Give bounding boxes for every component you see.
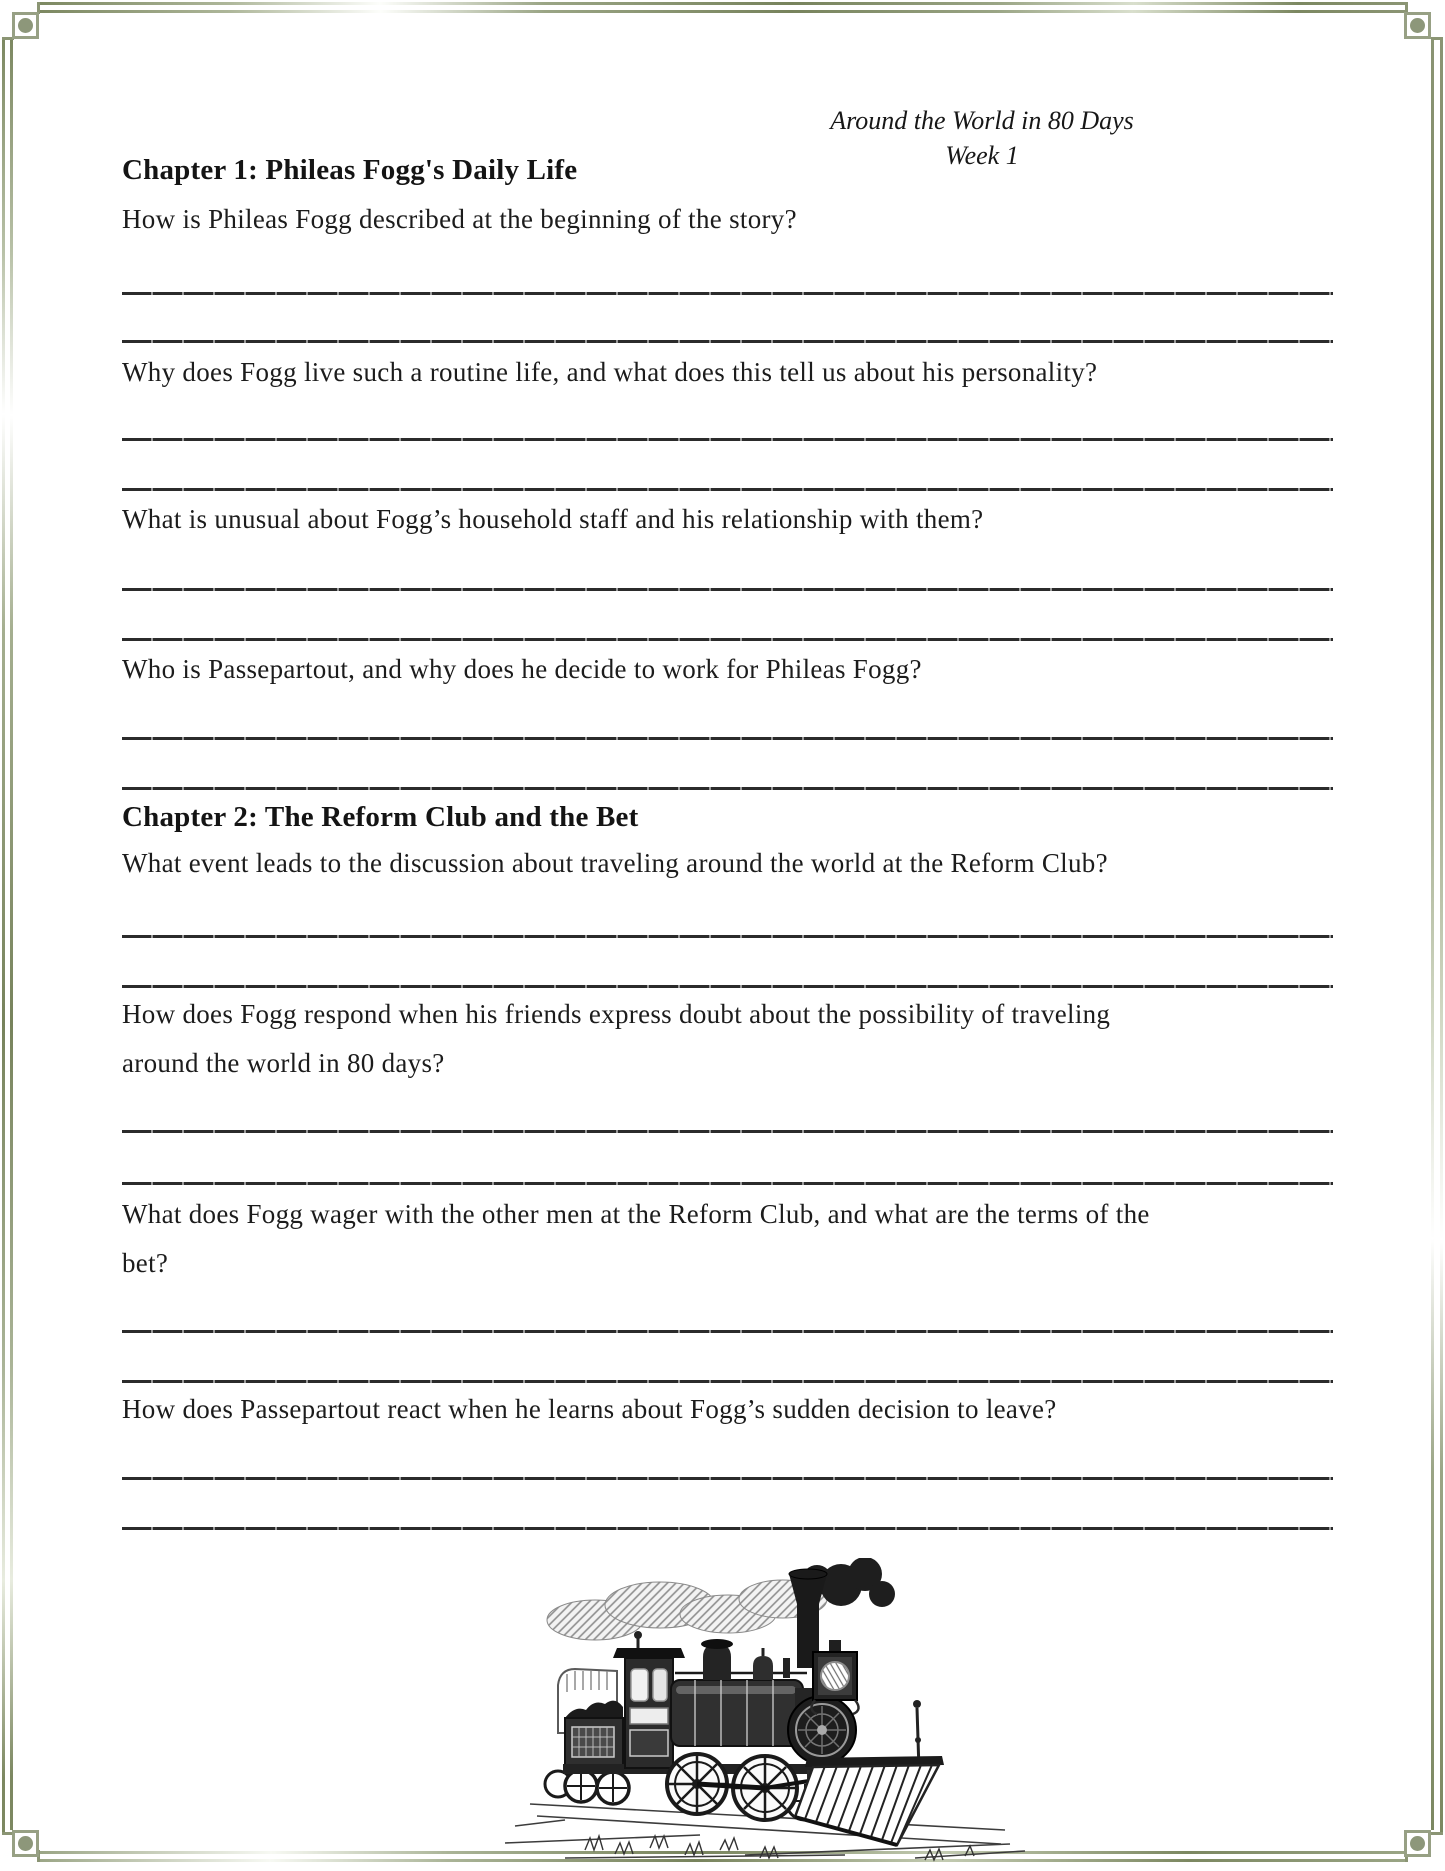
answer-line: [122, 787, 1333, 790]
answer-line: [122, 1380, 1333, 1383]
frame-top-outer-line: [37, 2, 1408, 5]
worksheet-title: Around the World in 80 Days: [830, 106, 1134, 135]
answer-line: [122, 985, 1333, 988]
frame-left-inner-line: [10, 39, 13, 1830]
answer-line: [122, 1527, 1333, 1530]
corner-dot-icon: [1410, 1836, 1425, 1851]
bell: [753, 1656, 773, 1680]
answer-line: [122, 1130, 1333, 1133]
chapter-2-heading: Chapter 2: The Reform Club and the Bet: [122, 801, 639, 833]
smoke: [547, 1580, 827, 1640]
question-7-line-1: What does Fogg wager with the other men at the Reform Club, and what are the terms of the: [122, 1199, 1150, 1229]
cab-roof: [613, 1648, 685, 1658]
question-7-line-2: bet?: [122, 1248, 169, 1278]
answer-line: [122, 1477, 1333, 1480]
question-2: Why does Fogg live such a routine life, and what does this tell us about his personality?: [122, 357, 1098, 387]
corner-dot-icon: [18, 18, 33, 33]
frame-corner-stub: [1431, 1832, 1443, 1835]
page-header: [762, 103, 1202, 173]
answer-line: [122, 438, 1333, 441]
frame-corner-ornament: [1404, 1830, 1431, 1857]
corner-dot-icon: [1410, 18, 1425, 33]
frame-corner-stub: [1431, 37, 1443, 40]
question-4: Who is Passepartout, and why does he decide to work for Phileas Fogg?: [122, 654, 922, 684]
whistle: [783, 1658, 790, 1678]
question-6-line-1: How does Fogg respond when his friends express doubt about the possibility of traveling: [122, 999, 1111, 1029]
steam-locomotive-illustration: [445, 1558, 1045, 1868]
answer-line: [122, 292, 1333, 295]
worksheet-week: Week 1: [945, 141, 1019, 170]
frame-left-outer-line: [2, 37, 5, 1832]
answer-line: [122, 340, 1333, 343]
frame-corner-ornament: [1404, 12, 1431, 39]
question-3: What is unusual about Fogg’s household staff and his relationship with them?: [122, 504, 984, 534]
answer-line: [122, 1330, 1333, 1333]
question-8: How does Passepartout react when he learns about Fogg’s sudden decision to leave?: [122, 1394, 1057, 1424]
frame-corner-ornament: [12, 12, 39, 39]
corner-dot-icon: [18, 1836, 33, 1851]
answer-line: [122, 737, 1333, 740]
frame-right-inner-line: [1431, 39, 1434, 1830]
question-6-line-2: around the world in 80 days?: [122, 1048, 445, 1078]
frame-top-inner-line: [39, 10, 1406, 13]
question-1: How is Phileas Fogg described at the beginning of the story?: [122, 204, 797, 234]
answer-line: [122, 935, 1333, 938]
frame-right-outer-line: [1440, 37, 1443, 1832]
answer-line: [122, 488, 1333, 491]
answer-line: [122, 638, 1333, 641]
question-5: What event leads to the discussion about traveling around the world at the Reform Club?: [122, 848, 1108, 878]
answer-line: [122, 1182, 1333, 1185]
answer-line: [122, 588, 1333, 591]
frame-corner-ornament: [12, 1830, 39, 1857]
chapter-1-heading: Chapter 1: Phileas Fogg's Daily Life: [122, 154, 578, 186]
steam-dome: [703, 1644, 731, 1680]
